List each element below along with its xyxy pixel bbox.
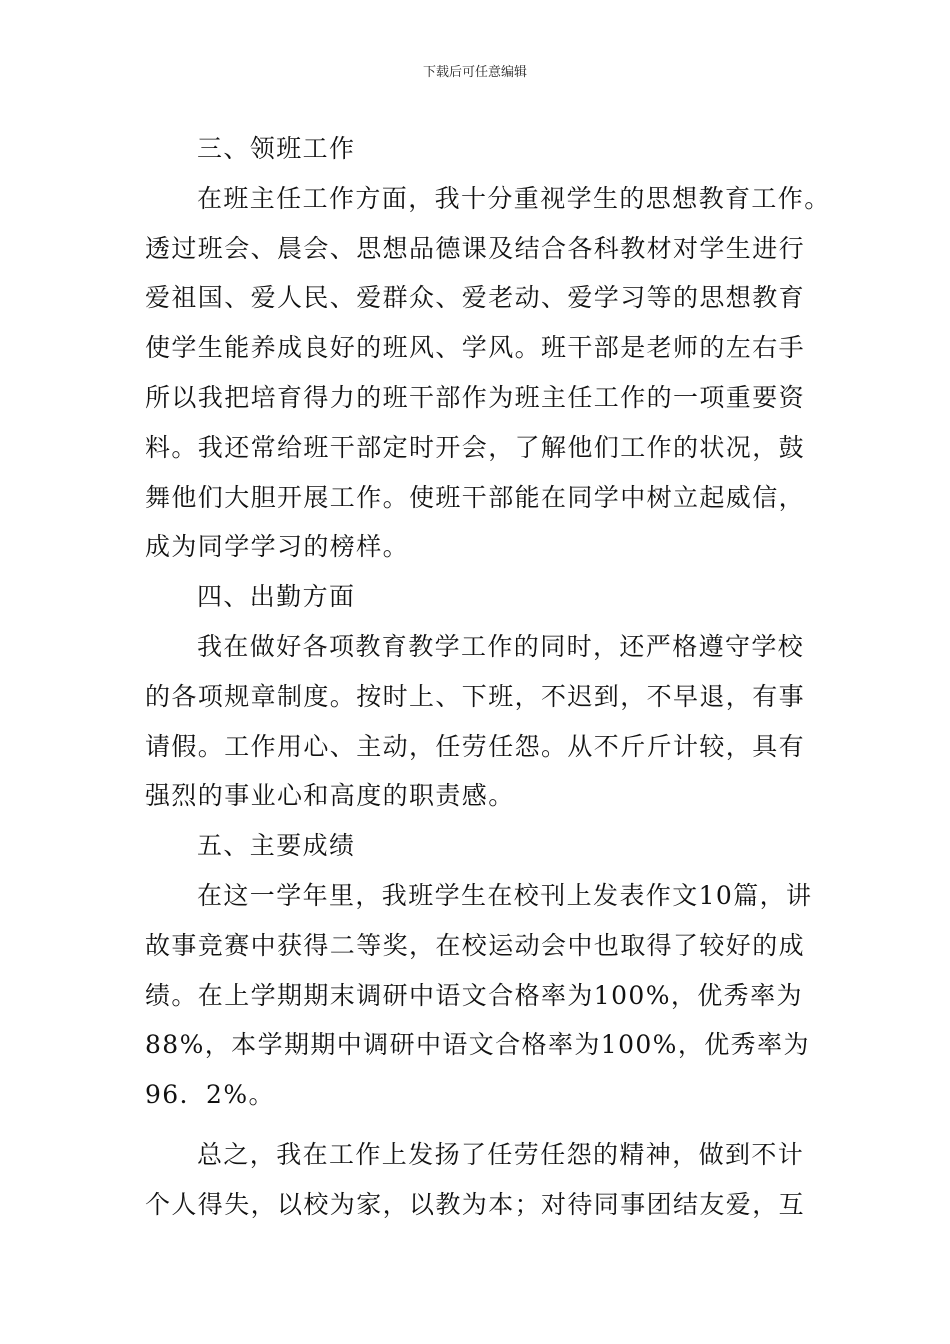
paragraph-line: 的各项规章制度。按时上、下班，不迟到，不早退，有事	[145, 681, 806, 711]
paragraph-line: 绩。在上学期期末调研中语文合格率为100%，优秀率为	[145, 980, 803, 1010]
paragraph-line: 舞他们大胆开展工作。使班干部能在同学中树立起威信，	[145, 482, 806, 512]
document-body	[145, 124, 831, 1230]
paragraph-line: 爱祖国、爱人民、爱群众、爱老动、爱学习等的思想教育	[145, 283, 806, 313]
paragraph-line: 总之，我在工作上发扬了任劳任怨的精神，做到不计	[197, 1139, 805, 1169]
paragraph-line: 成为同学学习的榜样。	[145, 532, 410, 562]
section-heading: 五、主要成绩	[197, 831, 356, 861]
section-heading: 三、领班工作	[197, 134, 356, 163]
paragraph-line: 个人得失，以校为家，以教为本；对待同事团结友爱，互	[145, 1189, 806, 1219]
paragraph-line: 故事竞赛中获得二等奖，在校运动会中也取得了较好的成	[145, 930, 806, 960]
section-heading: 四、出勤方面	[197, 582, 356, 612]
paragraph-line: 强烈的事业心和高度的职责感。	[145, 781, 515, 811]
paragraph-line: 所以我把培育得力的班干部作为班主任工作的一项重要资	[145, 382, 806, 412]
paragraph-line: 使学生能养成良好的班风、学风。班干部是老师的左右手	[145, 333, 806, 363]
page-header: 下载后可任意编辑	[422, 65, 527, 80]
paragraph-line: 88%，本学期期中调研中语文合格率为100%，优秀率为	[145, 1030, 810, 1060]
paragraph-line: 料。我还常给班干部定时开会，了解他们工作的状况，鼓	[145, 432, 806, 462]
paragraph-line: 96．2%。	[145, 1080, 275, 1110]
paragraph-line: 透过班会、晨会、思想品德课及结合各科教材对学生进行	[145, 233, 806, 263]
paragraph-line: 在班主任工作方面，我十分重视学生的思想教育工作。	[197, 183, 831, 213]
paragraph-gap	[145, 1120, 825, 1130]
paragraph-line: 在这一学年里，我班学生在校刊上发表作文10篇，讲	[197, 880, 813, 910]
paragraph-line: 我在做好各项教育教学工作的同时，还严格遵守学校	[197, 631, 805, 661]
paragraph-line: 请假。工作用心、主动，任劳任怨。从不斤斤计较，具有	[145, 731, 806, 761]
